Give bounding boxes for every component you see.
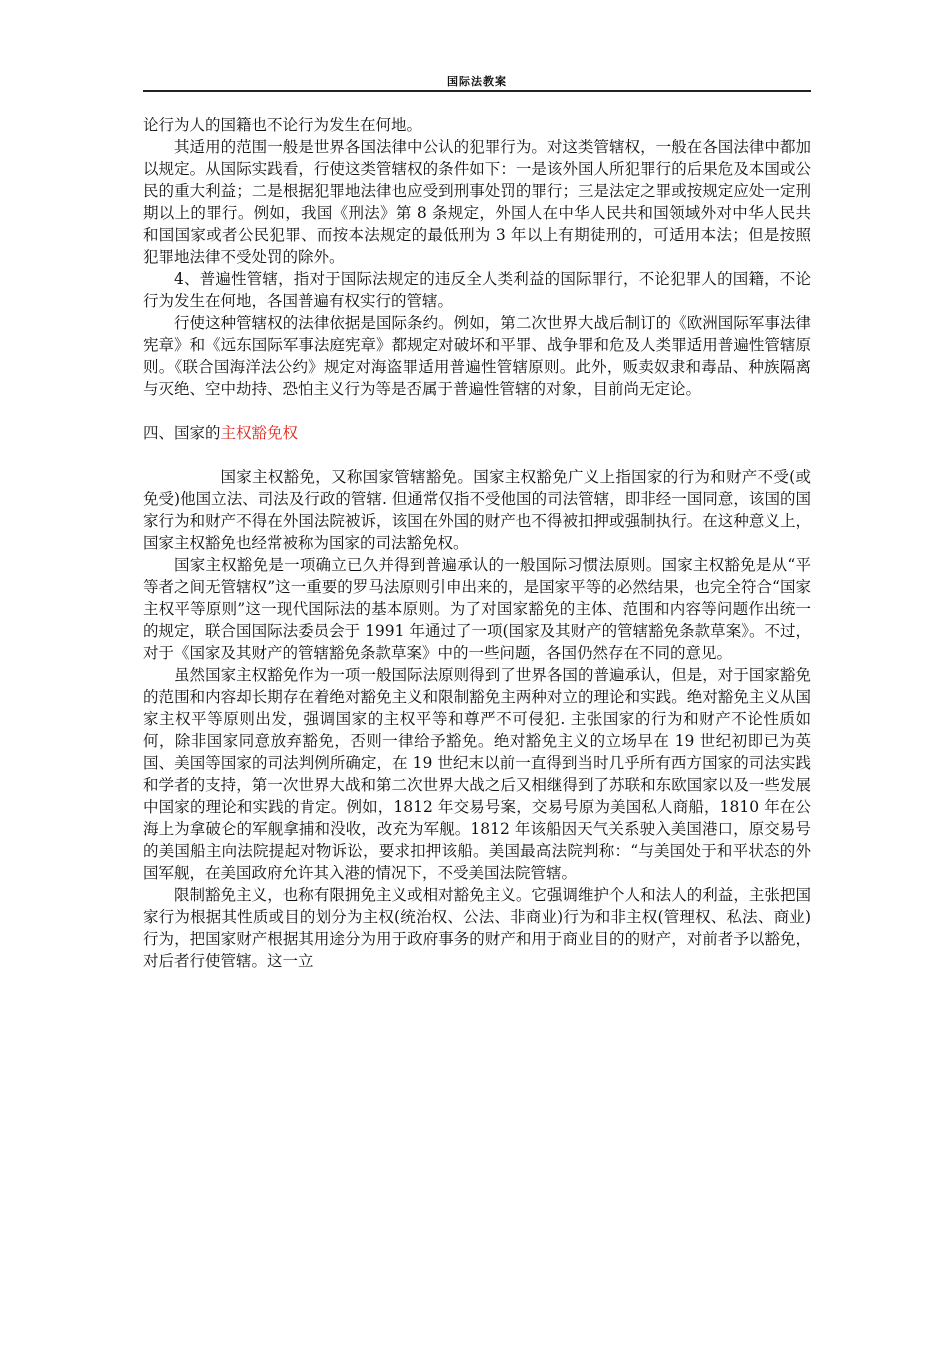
paragraph-universal-jurisdiction: 4、普遍性管辖，指对于国际法规定的违反全人类利益的国际罪行，不论犯罪人的国籍，不论行为发生在何地，各国普遍有权实行的管辖。 <box>143 270 811 310</box>
paragraph-jurisdiction-scope: 其适用的范围一般是世界各国法律中公认的犯罪行为。对这类管辖权，一般在各国法律中都加以规定。从国际实践看，行使这类管辖权的条件如下：一是该外国人所犯罪行的后果危及本国或公民的重大利益；二是根据犯罪地法律也应受到刑事处罚的罪行；三是法定之罪或按规定应处一定刑期以上的罪行。例如，我国《刑法》第 8 条规定，外国人在中华人民共和国领域外对中华人民共和国国家或者公民犯罪、而按本法规定的最低刑为 3 年以上有期徒刑的，可适用本法；但是按照犯罪地法律不受处罚的除外。 <box>143 138 811 266</box>
paragraph-absolute-immunity: 虽然国家主权豁免作为一项一般国际法原则得到了世界各国的普遍承认，但是，对于国家豁免的范围和内容却长期存在着绝对豁免主义和限制豁免主两种对立的理论和实践。绝对豁免主义从国家主权平等原则出发，强调国家的主权平等和尊严不可侵犯. 主张国家的行为和财产不论性质如何，除非国家同意放弃豁免，否则一律给予豁免。绝对豁免主义的立场早在 19 世纪初即已为英国、美国等国家的司法判例所确定，在 19 世纪末以前一直得到当时几乎所有西方国家的司法实践和学者的支持，第一次世界大战和第二次世界大战之后又相继得到了苏联和东欧国家以及一些发展中国家的理论和实践的肯定。例如，1812 年交易号案，交易号原为美国私人商船，1810 年在公海上为拿破仑的军舰拿捕和没收，改充为军舰。1812 年该船因天气关系驶入美国港口，原交易号的美国船主向法院提起对物诉讼，要求扣押该船。美国最高法院判称：“与美国处于和平状态的外国军舰，在美国政府允许其入港的情况下，不受美国法院管辖。 <box>143 666 811 882</box>
document-body <box>143 114 811 972</box>
page-header <box>143 70 811 92</box>
section-title-prefix: 四、国家的 <box>143 424 221 442</box>
header-title: 国际法教案 <box>447 75 507 88</box>
section-title <box>143 422 811 444</box>
section-title-highlight: 主权豁免权 <box>220 424 299 442</box>
paragraph-legal-basis: 行使这种管辖权的法律依据是国际条约。例如，第二次世界大战后制订的《欧洲国际军事法律宪章》和《远东国际军事法庭宪章》都规定对破坏和平罪、战争罪和危及人类罪适用普遍性管辖原则。《联合国海洋法公约》规定对海盗罪适用普遍性管辖原则。此外，贩卖奴隶和毒品、种族隔离与灭绝、空中劫持、恐怕主义行为等是否属于普遍性管辖的对象，目前尚无定论。 <box>143 314 811 398</box>
paragraph-restrictive-immunity: 限制豁免主义，也称有限拥免主义或相对豁免主义。它强调维护个人和法人的利益，主张把国家行为根据其性质或目的划分为主权(统治权、公法、非商业)行为和非主权(管理权、私法、商业)行为，把国家财产根据其用途分为用于政府事务的财产和用于商业目的的财产，对前者予以豁免，对后者行使管辖。这一立 <box>143 886 811 970</box>
paragraph-continuation: 论行为人的国籍也不论行为发生在何地。 <box>143 116 423 134</box>
paragraph-immunity-definition: 国家主权豁免，又称国家管辖豁免。国家主权豁免广义上指国家的行为和财产不受(或免受)他国立法、司法及行政的管辖. 但通常仅指不受他国的司法管辖，即非经一国同意，该国的国家行为和财产不得在外国法院被诉，该国在外国的财产也不得被扣押或强制执行。在这种意义上，国家主权豁免也经常被称为国家的司法豁免权。 <box>143 468 811 552</box>
paragraph-immunity-principle: 国家主权豁免是一项确立已久并得到普遍承认的一般国际习惯法原则。国家主权豁免是从“平等者之间无管辖权”这一重要的罗马法原则引申出来的，是国家平等的必然结果，也完全符合“国家主权平等原则”这一现代国际法的基本原则。为了对国家豁免的主体、范围和内容等问题作出统一的规定，联合国国际法委员会于 1991 年通过了一项(国家及其财产的管辖豁免条款草案》。不过，对于《国家及其财产的管辖豁免条款草案》中的一些问题，各国仍然存在不同的意见。 <box>143 556 811 662</box>
